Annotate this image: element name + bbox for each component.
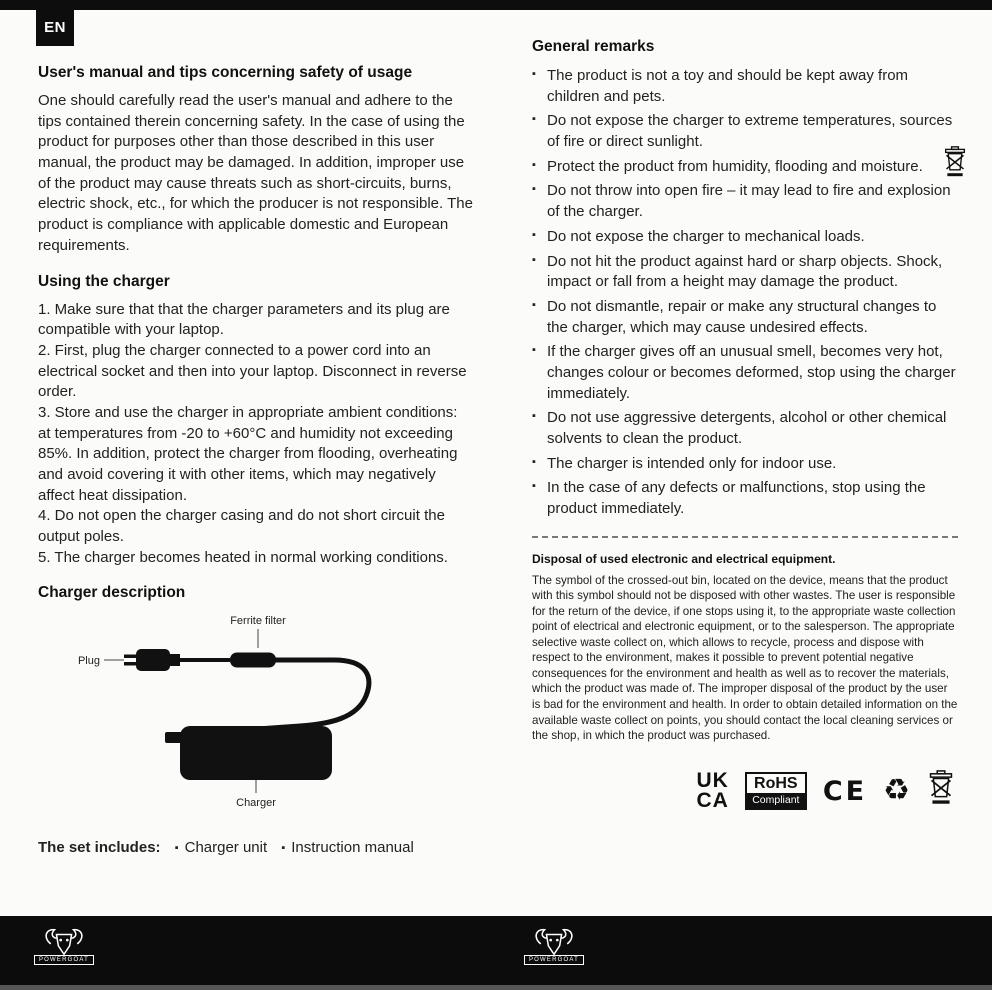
ce-mark: CE bbox=[822, 775, 868, 807]
remark-item: ▪ Do not expose the charger to mechanical loads. bbox=[532, 227, 958, 248]
set-includes-line bbox=[38, 839, 474, 856]
using-charger-steps bbox=[38, 300, 474, 569]
remark-item: ▪ Do not expose the charger to extreme temperatures, sources of fire or direct sunlight. bbox=[532, 111, 958, 152]
set-includes-item: ▪ Instruction manual bbox=[281, 839, 413, 856]
set-includes-label: The set includes: bbox=[38, 839, 161, 857]
remark-item: ▪ Do not dismantle, repair or make any structural changes to the charger, which may cause undesired effects. bbox=[532, 297, 958, 338]
step-item: 5. The charger becomes heated in normal working conditions. bbox=[38, 548, 448, 566]
powergoat-wordmark: POWERGOAT bbox=[34, 955, 94, 965]
disposal-text: The symbol of the crossed-out bin, located on the device, means that the product with this symbol should not be disposed with other wastes. The user is responsible for the return of the device, if one stops using it, to the appropriate waste collection point of electrical and electronic equipment, or to the salesperson. The appropriate selective waste collect on, which allows to recycle, process and dispose with respect to the environment, makes it possible to prevent potential negative consequences for the environment and health as well as to recover the materials, which the product was made of. The improper disposal of the product by the user is bad for the environment and health. In order to obtain detailed information on the available waste collect on points, you should contact the local cleaning services or the shop, in which the product was purchased. bbox=[532, 573, 958, 743]
rohs-compliant-label: Compliant bbox=[747, 793, 805, 808]
bottom-edge-strip bbox=[0, 985, 992, 990]
plug-body bbox=[136, 649, 170, 671]
rohs-label: RoHS bbox=[754, 775, 798, 793]
remark-item: ▪ Do not throw into open fire – it may lead to fire and explosion of the charger. bbox=[532, 181, 958, 222]
left-column bbox=[38, 64, 474, 856]
disposal-heading: Disposal of used electronic and electrical equipment. bbox=[532, 551, 836, 566]
right-column bbox=[532, 38, 958, 813]
plug-prong bbox=[124, 662, 137, 666]
step-item: 4. Do not open the charger casing and do not short circuit the output poles. bbox=[38, 507, 445, 546]
ukca-bottom: CA bbox=[696, 789, 729, 813]
step-item: 1. Make sure that that the charger parameters and its plug are compatible with your laptop. bbox=[38, 300, 450, 339]
plug-label: Plug bbox=[77, 655, 100, 668]
charger-label: Charger bbox=[236, 797, 276, 810]
general-remarks-heading: General remarks bbox=[532, 38, 655, 55]
bottom-black-bar bbox=[0, 916, 992, 990]
general-remarks-list bbox=[532, 66, 958, 520]
charger-brick bbox=[180, 726, 332, 780]
top-black-bar bbox=[0, 0, 992, 10]
remark-item: ▪ The product is not a toy and should be kept away from children and pets. bbox=[532, 66, 958, 107]
remark-item: ▪ The charger is intended only for indoor use. bbox=[532, 454, 958, 475]
using-charger-heading: Using the charger bbox=[38, 272, 170, 290]
ferrite-filter-label: Ferrite filter bbox=[230, 615, 286, 628]
certification-badges bbox=[532, 770, 958, 813]
recycle-icon: ♻ bbox=[883, 773, 910, 809]
set-includes-item: ▪ Charger unit bbox=[175, 839, 267, 856]
goat-icon bbox=[531, 925, 577, 959]
goat-icon bbox=[41, 925, 87, 959]
ukca-mark bbox=[696, 771, 728, 811]
step-item: 3. Store and use the charger in appropriate ambient conditions: at temperatures from -20 to +60°C and humidity not exceeding 85%. In addition, protect the charger from flooding, overheating and avoid covering it with other items, which may negatively affect heat dissipation. bbox=[38, 403, 458, 504]
remark-item: ▪ Do not use aggressive detergents, alcohol or other chemical solvents to clean the product. bbox=[532, 408, 958, 449]
plug-neck bbox=[169, 654, 180, 666]
remark-item: ▪ Protect the product from humidity, flooding and moisture. bbox=[532, 157, 958, 178]
remark-item: ▪ If the charger gives off an unusual smell, becomes very hot, changes colour or becomes deformed, stop using the charger immediately. bbox=[532, 342, 958, 404]
language-badge: EN bbox=[36, 0, 74, 46]
weee-bin-icon-large bbox=[926, 770, 956, 813]
remark-item: ▪ Do not hit the product against hard or sharp objects. Shock, impact or fall from a height may damage the product. bbox=[532, 252, 958, 293]
dashed-divider bbox=[532, 536, 958, 538]
charger-diagram bbox=[68, 612, 474, 817]
remark-item: ▪ In the case of any defects or malfunctions, stop using the product immediately. bbox=[532, 478, 958, 519]
rohs-mark bbox=[745, 772, 807, 810]
weee-bin-icon bbox=[942, 146, 968, 185]
powergoat-logo bbox=[526, 925, 582, 965]
powergoat-logo bbox=[36, 925, 92, 965]
powergoat-wordmark: POWERGOAT bbox=[524, 955, 584, 965]
safety-heading: User's manual and tips concerning safety of usage bbox=[38, 64, 413, 81]
charger-description-heading: Charger description bbox=[38, 584, 186, 602]
safety-paragraph: One should carefully read the user's manual and adhere to the tips contained therein concerning safety. In the case of using the product for purposes other than those described in this user manual, the product may be damaged. In addition, improper use of the product may cause threats such as short-circuits, burns, electric shock, etc., for which the producer is not responsible. The product is compliance with applicable domestic and European requirements. bbox=[38, 92, 473, 254]
charger-diagram-illustration bbox=[68, 612, 428, 812]
step-item: 2. First, plug the charger connected to a power cord into an electrical socket and then into your laptop. Disconnect in reverse order. bbox=[38, 341, 467, 401]
ferrite-filter bbox=[230, 653, 276, 668]
ukca-top: UK bbox=[696, 769, 729, 793]
plug-prong bbox=[124, 655, 137, 659]
